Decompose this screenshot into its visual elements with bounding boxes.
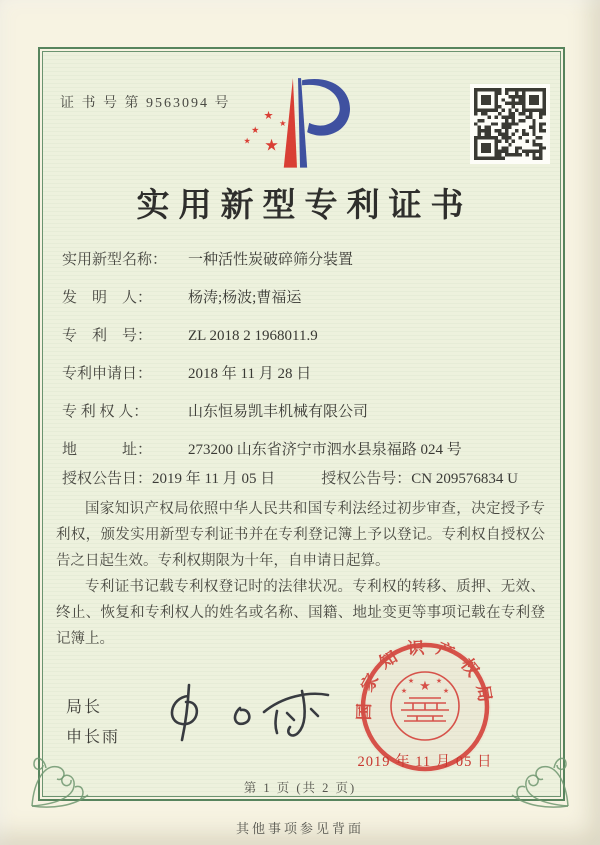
field-value: 杨涛;杨波;曹福运	[188, 290, 302, 306]
signer-name: 申长雨	[66, 729, 121, 746]
signer-title: 局长	[66, 699, 103, 716]
field-application-date	[62, 363, 540, 386]
grant-number-label: 授权公告号：	[321, 471, 412, 487]
logo-star-icon: ★	[263, 108, 274, 122]
grant-date-label: 授权公告日：	[62, 471, 153, 487]
field-patent-number	[62, 325, 540, 348]
certificate-number: 证 书 号 第 9563094 号	[60, 96, 231, 111]
field-patentee	[62, 401, 540, 424]
seal-text: 国家知识产权局	[354, 637, 497, 721]
grant-announcement-row	[62, 468, 552, 491]
qr-code	[474, 88, 546, 160]
logo-star-icon: ★	[251, 126, 260, 137]
seal-date: 2019 年 11 月 05 日	[357, 754, 493, 770]
logo-star-icon: ★	[264, 135, 279, 155]
field-value: ZL 2018 2 1968011.9	[188, 328, 318, 344]
emblem-star-icon: ★	[435, 677, 443, 685]
logo-star-icon: ★	[243, 135, 251, 146]
legal-paragraph: 国家知识产权局依照中华人民共和国专利法经过初步审查，决定授予专利权，颁发实用新型专利证书并在专利登记簿上予以登记。专利权自授权公告之日起生效。专利权期限为十年，自申请日起算。	[56, 501, 545, 569]
logo-star-icon: ★	[279, 117, 287, 128]
field-label: 专 利 号：	[62, 328, 153, 344]
emblem-star-icon: ★	[442, 687, 450, 695]
grant-date-value: 2019 年 11 月 05 日	[152, 471, 276, 487]
page-number: 第 1 页 (共 2 页)	[243, 781, 357, 795]
field-value: 一种活性炭破碎筛分装置	[188, 252, 354, 268]
emblem-star-icon: ★	[419, 678, 431, 693]
field-inventors	[62, 287, 540, 310]
director-signature	[158, 680, 343, 746]
grant-number-value: CN 209576834 U	[411, 471, 518, 487]
field-value: 273200 山东省济宁市泗水县泉福路 024 号	[188, 442, 462, 458]
emblem-star-icon: ★	[400, 687, 408, 695]
field-utility-model-name	[62, 249, 540, 272]
field-label: 发 明 人：	[62, 290, 153, 306]
corner-ornament-icon	[496, 736, 570, 810]
cnipa-logo-icon	[238, 72, 358, 182]
field-label: 专 利 权 人：	[62, 404, 149, 420]
emblem-star-icon: ★	[407, 677, 415, 685]
field-value: 山东恒易凯丰机械有限公司	[188, 404, 369, 420]
field-value: 2018 年 11 月 28 日	[188, 366, 312, 382]
certificate-title: 实用新型专利证书	[136, 188, 473, 224]
certificate-fields	[62, 249, 540, 477]
legal-paragraph: 专利证书记载专利权登记时的法律状况。专利权的转移、质押、无效、终止、恢复和专利权人的姓名或名称、国籍、地址变更等事项记载在专利登记簿上。	[56, 579, 545, 647]
field-label: 专利申请日：	[62, 366, 153, 382]
corner-ornament-icon	[30, 736, 104, 810]
field-address	[62, 439, 540, 462]
reverse-side-note: 其他事项参见背面	[235, 821, 364, 836]
field-label: 实用新型名称：	[62, 252, 168, 268]
field-label: 地 址：	[62, 442, 153, 458]
